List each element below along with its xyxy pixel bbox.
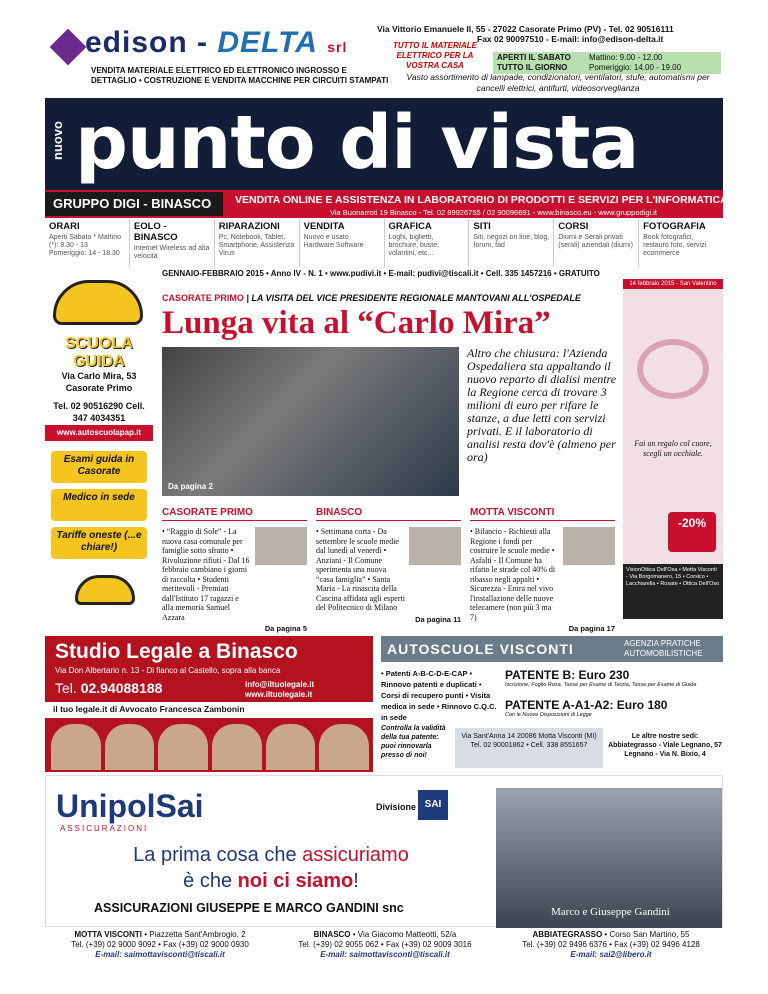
legale-address: Via Don Albertario n. 13 - Di fianco al Castello, sopra alla banca — [55, 666, 281, 675]
scuola-guida-box: Esami guida in Casorate — [51, 451, 147, 483]
portrait — [51, 724, 101, 770]
legale-mail: info@iltuolegale.it www.iltuolegale.it — [245, 680, 315, 699]
article-photo — [409, 527, 461, 565]
article-photo — [563, 527, 615, 565]
legale-faces — [51, 724, 369, 770]
lead-photo — [162, 347, 459, 496]
scuola-guida-tel: Tel. 02 90516290 Cell. 347 4034351 — [53, 401, 145, 423]
band-address: Via Buonarroti 19 Binasco - Tel. 02 89926755 / 02 90096691 - www.binasco.eu - www.gruppodigi.it — [330, 208, 658, 217]
edison-subtitle: VENDITA MATERIALE ELETTRICO ED ELETTRONICO INGROSSO E DETTAGLIO • COSTRUZIONE E VENDITA MACCHINE PER CIRCUITI STAMPATI — [91, 66, 389, 85]
car-icon — [75, 575, 135, 605]
unipolsai-logo: UnipolSai — [56, 788, 204, 824]
category: RIPARAZIONI Pc, Notebook, Tablet, Smartphone, Assistenza Virus — [215, 219, 300, 267]
masthead-nuovo: nuovo — [50, 121, 65, 160]
portrait — [158, 724, 208, 770]
footer-office: MOTTA VISCONTI • Piazzetta Sant'Ambrogio, 2 Tel. (+39) 02 9000 9092 • Fax (+39) 02 9000 0930 E-mail: saimottavisconti@tiscali.it — [71, 930, 249, 959]
scuola-guida-ad — [45, 275, 153, 635]
scuola-guida-box: Tariffe oneste (...e chiare!) — [51, 527, 147, 559]
category: VENDITA Nuovo e usato Hardware Software — [300, 219, 385, 267]
sub-article: MOTTA VISCONTI • Bilancio - Richiesti alla Regione i fondi per costruire le scuole medie • Asfalti - Il Comune ha rifatto le strade col 40% di ribasso negli appalti • Sicurezza - Entra nel vivo l'installazione delle nuove telecamere (non più 3 ma 7) Da pagina 17 — [470, 507, 615, 633]
legale-strip: il tuo legale.it di Avvocato Francesca Zambonin — [45, 702, 373, 718]
category: GRAFICA Loghi, biglietti, brochure, buste, volantini, etc... — [385, 219, 470, 267]
patente-a: PATENTE A-A1-A2: Euro 180 Con le Nuove Disposizioni di Legge — [505, 698, 668, 718]
legale-tel: Tel. 02.94088188 — [55, 680, 163, 696]
legale-title: Studio Legale a Binasco — [55, 640, 298, 663]
autoscuole-altre: Le altre nostre sedi: Abbiategrasso - Viale Legnano, 57 Legnano - Via N. Bixio, 4 — [608, 733, 722, 758]
unipolsai-sub: ASSICURAZIONI — [60, 824, 149, 833]
sai-logo: SAI — [418, 790, 448, 820]
studio-legale-ad — [45, 636, 373, 772]
lead-text: Altro che chiusura: l'Azienda Ospedaliera sta appaltando il nuovo reparto di dialisi mentre la Regione cerca di trovare 3 milioni di euro per rifare le stanze, a due letti con servizi privati. E il laboratorio di analisi resta dov'è (almeno per ora) — [467, 346, 617, 464]
unipol-line1: La prima cosa che assicuriamo — [133, 844, 409, 866]
visionottica-ad — [623, 279, 723, 619]
issue-line: GENNAIO-FEBBRAIO 2015 • Anno IV - N. 1 • www.pudivi.it • E-mail: pudivi@tiscali.it • Cell. 335 1457216 • GRATUITO — [162, 269, 600, 278]
category: CORSI Diurni e Serali privati (serali) aziendali (diurni) — [554, 219, 639, 267]
lead-headline: Lunga vita al “Carlo Mira” — [162, 305, 551, 341]
category: SITI Siti, negozi on line, blog, forum, fad — [469, 219, 554, 267]
category: EOLO - BINASCO Internet Wireless ad alta velocità — [130, 219, 215, 267]
autoscuole-note: Controlla la validità della tua patente: puoi rinnovarla presso di noi! — [381, 725, 446, 759]
footer-office: BINASCO • Via Giacomo Matteotti, 52/a Tel. (+39) 02 9055 062 • Fax (+39) 02 9009 3016 E-mail: saimottavisconti@tiscali.it — [298, 930, 472, 959]
ra-text: Fai un regalo col cuore, scegli un occhiale. — [634, 439, 712, 458]
discount-badge: -20% — [668, 512, 716, 552]
edison-logo: edison - DELTA srl — [85, 26, 348, 59]
scuola-guida-web: www.autoscuolapap.it — [45, 425, 153, 441]
scuola-guida-title: SCUOLA GUIDA — [65, 335, 133, 370]
services-categories — [45, 219, 723, 267]
autoscuole-visconti-ad — [381, 636, 723, 772]
edison-logo-mark — [50, 29, 87, 66]
edison-delta-ad — [45, 24, 723, 98]
gruppo-digi: GRUPPO DIGI - BINASCO — [45, 192, 223, 216]
agents-caption: Marco e Giuseppe Gandini — [551, 906, 670, 918]
patente-b: PATENTE B: Euro 230 Iscrizione, Foglio Rosa, Tasse per Esame di Teoria, Tasse per Esame di Guida — [505, 668, 697, 688]
edison-hours: APERTI IL SABATO TUTTO IL GIORNO Mattino: 9.00 - 12.00 Pomeriggio: 14.00 - 19.00 — [493, 52, 721, 74]
portrait — [319, 724, 369, 770]
lead-kicker: CASORATE PRIMO | LA VISITA DEL VICE PRESIDENTE REGIONALE MANTOVANI ALL'OSPEDALE — [162, 293, 581, 303]
autoscuole-agenzia: AGENZIA PRATICHE AUTOMOBILISTICHE — [621, 636, 723, 662]
unipolsai-ad — [45, 775, 723, 927]
category: ORARI Aperti Sabato * Mattino (*): 8.30 - 13 Pomeriggio: 14 - 18.30 — [45, 219, 130, 267]
sub-article: BINASCO • Settimana corta - Da settembre le scuole medie dal lunedì al venerdì • Anziani - Il Comune sperimenta una nuova “casa famiglia” • Santa Maria - La rinascita della Cascina affidata agli esperti del Politecnico di Milano Da pagina 11 — [316, 507, 461, 624]
portrait — [105, 724, 155, 770]
edison-address: Via Vittorio Emanuele II, 55 - 27022 Casorate Primo (PV) - Tel. 02 90516111 Fax 02 90097510 - E-mail: info@edison-delta.it — [377, 24, 674, 44]
autoscuole-sede: Via Sant'Anna 14 20086 Motta Visconti (MI) Tel. 02 90001862 • Cell. 338 8551657 — [455, 728, 603, 768]
glasses-heart-icon — [637, 339, 709, 399]
portrait — [212, 724, 262, 770]
band-vendita: VENDITA ONLINE E ASSISTENZA IN LABORATORIO DI PRODOTTI E SERVIZI PER L'INFORMATICA — [235, 194, 728, 206]
portrait — [266, 724, 316, 770]
car-icon — [53, 280, 143, 325]
unipol-line2: è che noi ci siamo! — [183, 870, 359, 892]
sub-article: CASORATE PRIMO • “Raggio di Sole” - La nuova casa comunale per famiglie sotto sfratto • Rivoluzione rifiuti - Dal 16 febbraio cambiano i giorni di raccolta • Studenti meritevoli - Premiati dall'Istituto 17 ragazzi e alla memoria Samuel Azzara Da pagina 5 — [162, 507, 307, 633]
autoscuole-title: AUTOSCUOLE VISCONTI — [381, 636, 621, 662]
divisione-label: Divisione — [376, 802, 417, 812]
article-photo — [255, 527, 307, 565]
masthead — [45, 98, 723, 190]
scuola-guida-address: Via Carlo Mira, 53 Casorate Primo — [61, 371, 137, 393]
autoscuole-list: • Patenti A-B-C-D-E-CAP • Rinnovo patenti e duplicati • Corsi di recupero punti • Visita medica in sede • Rinnovo C.Q.C. in sede — [381, 669, 497, 722]
masthead-title: punto di vista — [75, 100, 639, 186]
footer-office: ABBIATEGRASSO • Corso San Martino, 55 Tel. (+39) 02 9496 6376 • Fax (+39) 02 9496 4128 E-mail: sai2@libero.it — [522, 930, 700, 959]
category: FOTOGRAFIA Book fotografici, restauro foto, servizi ecommerce — [643, 221, 707, 257]
edison-tutto: TUTTO IL MATERIALE ELETTRICO PER LA VOSTRA CASA — [393, 41, 477, 70]
ra-bottom: VisionOttica Dell'Osa • Motta Visconti - Via Borgomanero, 15 • Corsico • Lacchiarella • Rosate • Ottica Dell'Oso — [623, 564, 723, 619]
ra-top: 14 febbraio 2015 - San Valentino — [623, 279, 723, 289]
scuola-guida-box: Medico in sede — [51, 489, 147, 521]
photo-caption: Da pagina 2 — [168, 482, 213, 491]
unipol-agency: ASSICURAZIONI GIUSEPPE E MARCO GANDINI snc — [94, 901, 404, 915]
edison-vasto: Vasto assortimento di lampade, condizionatori, ventilatori, stufe, automatismi per cancelli elettrici, antifurti, videosorveglianza — [406, 72, 710, 93]
